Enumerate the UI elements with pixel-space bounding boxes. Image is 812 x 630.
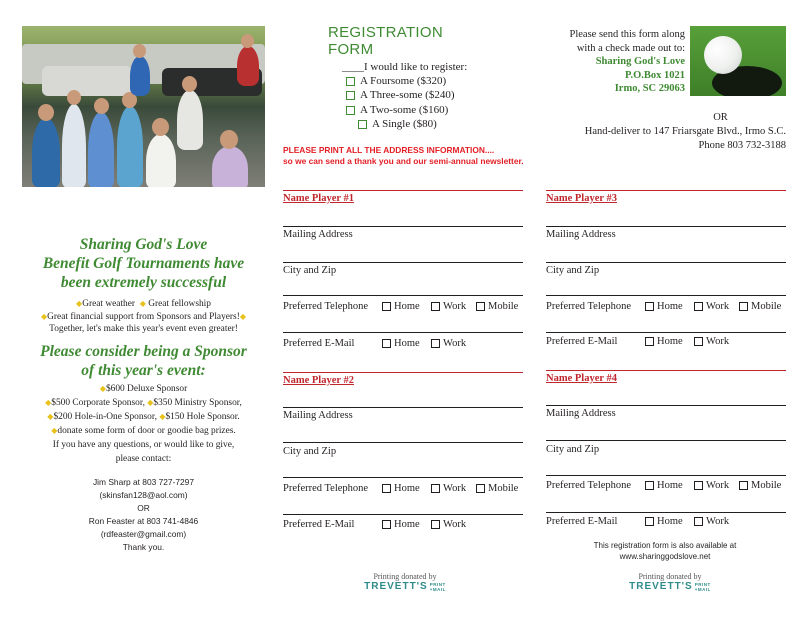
phone-mobile-checkbox[interactable]: Mobile bbox=[476, 301, 518, 312]
email-work-checkbox[interactable]: Work bbox=[431, 519, 466, 530]
diamond-icon: ◆ bbox=[41, 311, 48, 321]
register-intro: ____I would like to register: bbox=[342, 61, 468, 73]
diamond-icon: ◆ bbox=[147, 397, 154, 407]
registration-form-title: REGISTRATION FORM bbox=[328, 24, 443, 58]
option-single[interactable]: A Single ($80) bbox=[346, 118, 455, 133]
option-threesome[interactable]: A Three-some ($240) bbox=[346, 89, 455, 104]
diamond-icon: ◆ bbox=[159, 411, 166, 421]
name-line[interactable] bbox=[546, 226, 786, 227]
phone-line[interactable] bbox=[546, 332, 786, 333]
checkbox-icon[interactable] bbox=[358, 120, 367, 129]
diamond-icon: ◆ bbox=[45, 397, 52, 407]
sponsorship-info bbox=[22, 235, 265, 554]
name-line[interactable] bbox=[283, 226, 523, 227]
mailing-line[interactable] bbox=[283, 262, 523, 263]
mailing-line[interactable] bbox=[283, 442, 523, 443]
email-home-checkbox[interactable]: Home bbox=[645, 336, 683, 347]
po-box: P.O.Box 1021 bbox=[625, 69, 685, 81]
city-line[interactable] bbox=[283, 477, 523, 478]
email-link[interactable]: (skinsfan128@aol.com) bbox=[99, 489, 188, 500]
highlights: ◆Great weather ◆ Great fellowship ◆Great financial support from Sponsors and Players!◆ Together, let's make this year's event even greater! bbox=[41, 299, 246, 334]
city-line[interactable] bbox=[546, 475, 786, 476]
checkbox-icon[interactable] bbox=[346, 77, 355, 86]
printing-credit: Printing donated by TREVETT'S PRINT +MAIL bbox=[350, 572, 460, 592]
phone-mobile-checkbox[interactable]: Mobile bbox=[476, 483, 518, 494]
phone-work-checkbox[interactable]: Work bbox=[694, 480, 729, 491]
phone-work-checkbox[interactable]: Work bbox=[431, 301, 466, 312]
email-link[interactable]: (rdfeaster@gmail.com) bbox=[100, 528, 187, 539]
phone-home-checkbox[interactable]: Home bbox=[382, 483, 420, 494]
email-work-checkbox[interactable]: Work bbox=[694, 336, 729, 347]
checkbox-icon[interactable] bbox=[346, 91, 355, 100]
payee-city: Irmo, SC 29063 bbox=[614, 83, 685, 94]
diamond-icon: ◆ bbox=[47, 411, 54, 421]
diamond-icon: ◆ bbox=[76, 299, 83, 308]
phone-line[interactable] bbox=[283, 514, 523, 515]
name-line[interactable] bbox=[283, 407, 523, 408]
success-heading: Sharing God's Love Benefit Golf Tournaments have been extremely successful bbox=[42, 236, 245, 291]
phone-home-checkbox[interactable]: Home bbox=[645, 480, 683, 491]
mailing-line[interactable] bbox=[546, 440, 786, 441]
phone-line[interactable] bbox=[283, 332, 523, 333]
sponsor-heading: Please consider being a Sponsor of this year's event: bbox=[40, 342, 247, 379]
city-line[interactable] bbox=[546, 295, 786, 296]
player-name-label: Name Player #1 bbox=[283, 193, 354, 204]
city-line[interactable] bbox=[283, 295, 523, 296]
diamond-icon: ◆ bbox=[139, 299, 146, 308]
phone-home-checkbox[interactable]: Home bbox=[382, 301, 420, 312]
golfers-group-photo bbox=[22, 26, 265, 187]
email-work-checkbox[interactable]: Work bbox=[694, 516, 729, 527]
trevetts-logo: TREVETT'S PRINT +MAIL bbox=[629, 581, 711, 592]
contact-phone: Phone 803 732-3188 bbox=[698, 140, 786, 151]
phone-mobile-checkbox[interactable]: Mobile bbox=[739, 480, 781, 491]
sponsor-levels: ◆$600 Deluxe Sponsor ◆$500 Corporate Sponsor, ◆$350 Ministry Sponsor, ◆$200 Hole-in-One Sponsor, ◆$150 Hole Sponsor. ◆donate some form of door or goodie bag prizes. If you have any questions, or would like to give, please contact: bbox=[45, 383, 242, 464]
trevetts-logo: TREVETT'S PRINT +MAIL bbox=[364, 581, 446, 592]
diamond-icon: ◆ bbox=[51, 425, 58, 435]
registration-options bbox=[346, 74, 455, 132]
option-foursome[interactable]: A Foursome ($320) bbox=[346, 74, 455, 89]
option-twosome[interactable]: A Two-some ($160) bbox=[346, 103, 455, 118]
mailing-line[interactable] bbox=[546, 262, 786, 263]
phone-line[interactable] bbox=[546, 512, 786, 513]
print-notice: PLEASE PRINT ALL THE ADDRESS INFORMATION.... so we can send a thank you and our semi-annual newsletter. bbox=[283, 145, 524, 166]
player-name-label: Name Player #2 bbox=[283, 375, 354, 386]
phone-mobile-checkbox[interactable]: Mobile bbox=[739, 301, 781, 312]
name-line[interactable] bbox=[546, 405, 786, 406]
hand-deliver-info: OR Hand-deliver to 147 Friarsgate Blvd., Irmo S.C. Phone 803 732-3188 bbox=[515, 111, 786, 153]
email-home-checkbox[interactable]: Home bbox=[382, 338, 420, 349]
website-link[interactable]: www.sharinggodslove.net bbox=[619, 552, 711, 561]
player-name-label: Name Player #3 bbox=[546, 193, 617, 204]
phone-home-checkbox[interactable]: Home bbox=[645, 301, 683, 312]
printing-credit: Printing donated by TREVETT'S PRINT +MAIL bbox=[615, 572, 725, 592]
golf-ball-image bbox=[690, 26, 786, 96]
player-name-label: Name Player #4 bbox=[546, 373, 617, 384]
payee-name: Sharing God's Love bbox=[595, 56, 685, 67]
phone-work-checkbox[interactable]: Work bbox=[694, 301, 729, 312]
diamond-icon: ◆ bbox=[239, 311, 246, 321]
email-home-checkbox[interactable]: Home bbox=[382, 519, 420, 530]
email-home-checkbox[interactable]: Home bbox=[645, 516, 683, 527]
diamond-icon: ◆ bbox=[99, 383, 106, 393]
checkbox-icon[interactable] bbox=[346, 106, 355, 115]
phone-work-checkbox[interactable]: Work bbox=[431, 483, 466, 494]
contact-list: Jim Sharp at 803 727-7297 (skinsfan128@aol.com) OR Ron Feaster at 803 741-4846 (rdfeaster@gmail.com) Thank you. bbox=[22, 476, 265, 554]
mailing-instructions: Please send this form along with a check made out to: Sharing God's Love P.O.Box 1021 Irmo, SC 29063 bbox=[540, 28, 685, 96]
website-notice: This registration form is also available at www.sharinggodslove.net bbox=[560, 540, 770, 562]
email-work-checkbox[interactable]: Work bbox=[431, 338, 466, 349]
